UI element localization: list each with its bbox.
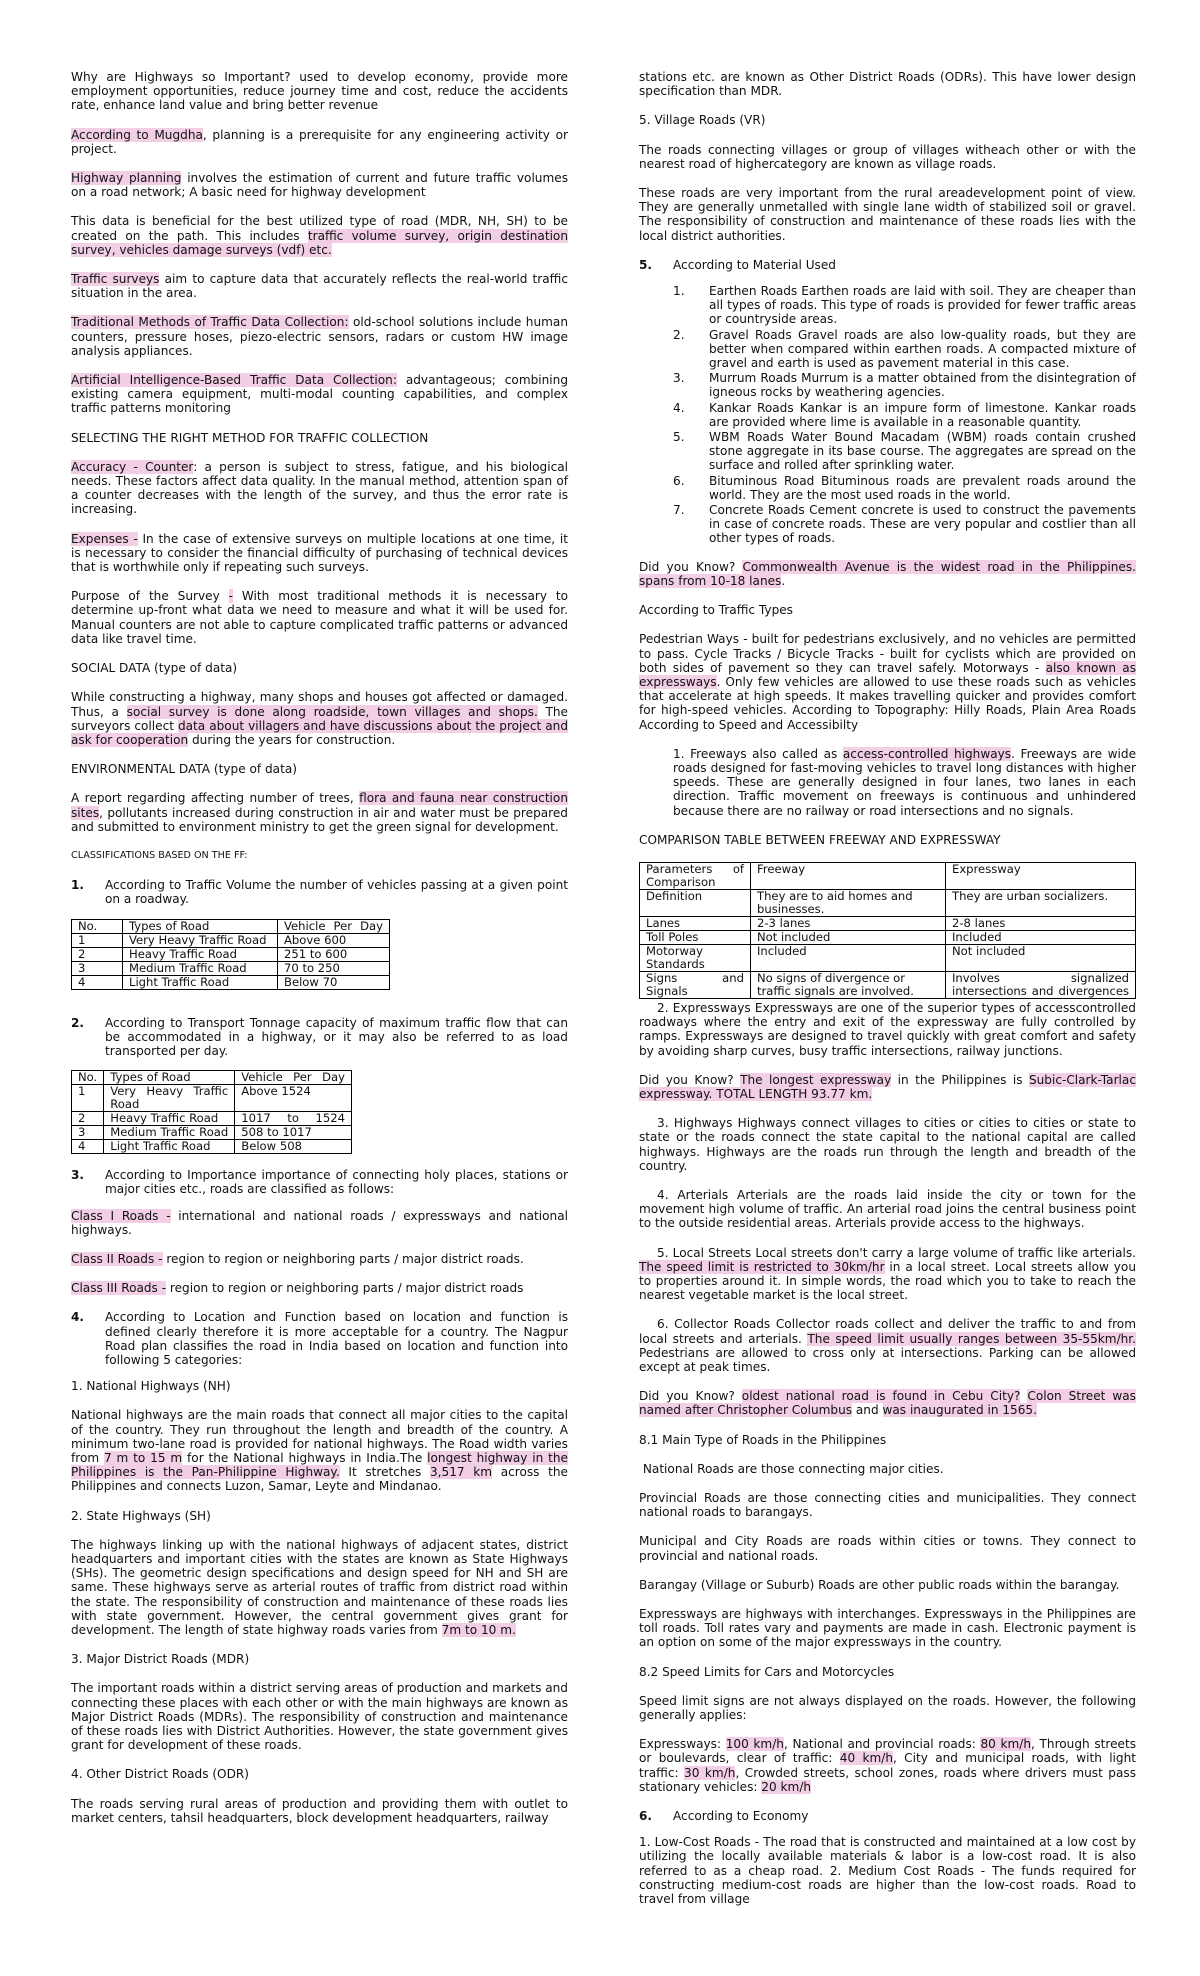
table-row: Lanes 2-3 lanes 2-8 lanes (640, 916, 1136, 930)
paragraph: Provincial Roads are those connecting cities and municipalities. They connect national roads to barangays. (639, 1491, 1136, 1520)
list-item: 1. Earthen Roads Earthen roads are laid with soil. They are cheaper than all types of roads. This type of roads is provided for fewer traffic areas or countryside areas. (673, 284, 1136, 327)
highlight: The speed limit is restricted to 30km/hr (639, 1259, 885, 1274)
highlight: Traditional Methods of Traffic Data Collection: (71, 315, 349, 330)
highlight: social survey is done along roadside, town villages and shops. (126, 704, 538, 719)
highlight: - (228, 589, 233, 604)
highlight: Accuracy - Counter (71, 459, 194, 474)
section-heading: SELECTING THE RIGHT METHOD FOR TRAFFIC COLLECTION (71, 430, 429, 445)
list-item: 6. Bituminous Road Bituminous roads are prevalent roads around the world. They are the most used roads in the world. (673, 473, 1136, 502)
paragraph: 6. Collector Roads Collector roads collect and deliver the traffic to and from local streets and arterials. The speed limit usually ranges between 35-55km/hr. Pedestrians are allowed to cross only at intersections. Parking can be allowed except at peak times. (639, 1317, 1137, 1374)
highlight: 40 km/h (839, 1751, 893, 1766)
section-heading: 4. Other District Roads (ODR) (71, 1767, 250, 1782)
paragraph: Highway planning involves the estimation of current and future traffic volumes on a road network; A basic need for highway development (71, 171, 568, 200)
highlight: 7 m to 15 m (104, 1450, 183, 1465)
paragraph: Speed limit signs are not always displayed on the roads. However, the following generally applies: (639, 1693, 1136, 1723)
section-heading: COMPARISON TABLE BETWEEN FREEWAY AND EXPRESSWAY (639, 832, 1001, 847)
table-row: 2 Heavy Traffic Road 251 to 600 (72, 947, 390, 961)
paragraph: Expenses - In the case of extensive surveys on multiple locations at one time, it is necessary to consider the financial difficulty of purchasing of technical devices that is worthwhile only if repeating such surveys. (71, 531, 568, 575)
did-you-know: Did you Know? oldest national road is found in Cebu City? Colon Street was named after Christopher Columbus and was inaugurated in 1565. (639, 1389, 1136, 1418)
highlight: Colon Street was named after Christopher Columbus (639, 1389, 1136, 1418)
table-header-row: No. Types of Road Vehicle Per Day (72, 1071, 352, 1085)
speed-limits-paragraph: Expressways: 100 km/h, National and provincial roads: 80 km/h, Through streets or boulevards, clear of traffic: 40 km/h, City and municipal roads, with light traffic: 30 km/h, Crowded streets, school zones, roads where drivers must pass stationary vehicles: 20 km/h (639, 1737, 1136, 1794)
traffic-volume-table (71, 919, 390, 990)
paragraph: Artificial Intelligence-Based Traffic Data Collection: advantageous; combining existing camera equipment, multi-modal counting capabilities, and complex traffic patterns monitoring (71, 373, 569, 416)
highlight: traffic volume survey, origin destination survey, vehicles damage surveys (vdf) etc. (71, 228, 568, 257)
highlight: longest highway in the Philippines is the Pan-Philippine Highway. (71, 1450, 568, 1480)
list-item: 5. WBM Roads Water Bound Macadam (WBM) roads contain crushed stone aggregate in its base course. The aggregates are spread on the surface and rolled after sprinkling water. (673, 430, 1136, 473)
left-column (71, 70, 568, 1840)
highlight: 100 km/h (725, 1737, 784, 1752)
table-header-row: Parameters of Comparison Freeway Expressway (640, 862, 1136, 889)
highlight: 20 km/h (761, 1779, 812, 1794)
paragraph: Pedestrian Ways - built for pedestrians exclusively, and no vehicles are permitted to pass. Cycle Tracks / Bicycle Tracks - built for cyclists which are provided on both sides of pavement so they can travel safely. Motorways - also known as expressways. Only few vehicles are allowed to use these roads such as vehicles that accelerate at high speeds. It makes travelling quicker and provides comfort for high-speed vehicles. According to Topography: Hilly Roads, Plain Area Roads According to Speed and Accessibilty (639, 632, 1137, 732)
section-heading: 8.2 Speed Limits for Cars and Motorcycles (639, 1664, 895, 1679)
right-column (639, 70, 1136, 1921)
section-heading: CLASSIFICATIONS BASED ON THE FF: (71, 849, 248, 861)
highlight: Highway planning (71, 171, 182, 186)
section-heading: SOCIAL DATA (type of data) (71, 661, 238, 676)
paragraph: Traditional Methods of Traffic Data Collection: old-school solutions include human counters, pressure hoses, piezo-electric sensors, radars or custom HW image analysis appliances. (71, 315, 568, 358)
table-row: Motorway Standards Included Not included (640, 944, 1136, 971)
list-item: 4. Kankar Roads Kankar is an impure form of limestone. Kankar roads are provided where lime is available in a reasonable quantity. (673, 400, 1136, 429)
paragraph: The important roads within a district serving areas of production and markets and connecting these places with each other or with the main highways are known as Major District Roads (MDRs). The responsibility of construction and maintenance of these roads lies with District Authorities. However, the state government gives grant for development of these roads. (71, 1681, 568, 1753)
list-item: 7. Concrete Roads Cement concrete is used to construct the pavements in case of concrete roads. These are very popular and costlier than all other types of roads. (673, 503, 1136, 546)
section-heading: 2. State Highways (SH) (71, 1508, 211, 1523)
paragraph: According to Mugdha, planning is a prerequisite for any engineering activity or project. (71, 127, 568, 156)
numbered-item: 2. According to Transport Tonnage capacity of maximum traffic flow that can be accommodated in a highway, or it may also be referred to as load transported per day. (71, 1015, 568, 1058)
table-row: Signs and Signals No signs of divergence or traffic signals are involved. Involves signalized intersections and divergences (640, 971, 1136, 998)
paragraph: 4. Arterials Arterials are the roads laid inside the city or town for the movement high volume of traffic. An arterial road joins the central business point to the outside residential areas. Arterials provide access to the highways. (639, 1187, 1136, 1231)
table-row: 1 Very Heavy Traffic Road Above 600 (72, 933, 390, 947)
highlight: Traffic surveys (71, 272, 160, 287)
numbered-item: 1. According to Traffic Volume the number of vehicles passing at a given point on a roadway. (71, 878, 568, 907)
paragraph: 2. Expressways Expressways are one of the superior types of accesscontrolled roadways where the entry and exit of the expressway are fully controlled by ramps. Expressways are designed to travel quickly with great comfort and safety by avoiding sharp curves, busy traffic intersections, railway junctions. (639, 1000, 1136, 1058)
section-heading: 1. National Highways (NH) (71, 1379, 231, 1394)
paragraph: A report regarding affecting number of trees, flora and fauna near construction sites, pollutants increased during construction in air and water must be prepared and submitted to environment ministry to get the green signal for development. (71, 791, 568, 834)
paragraph: Purpose of the Survey - With most traditional methods it is necessary to determine up-front what data we need to measure and what it will be used for. Manual counters are not able to capture complicated traffic patterns or advanced data like travel time. (71, 589, 569, 646)
paragraph: Traffic surveys aim to capture data that accurately reflects the real-world traffic situation in the area. (71, 272, 568, 301)
numbered-item: 3. According to Importance importance of connecting holy places, stations or major cities etc., roads are classified as follows: (71, 1168, 568, 1197)
paragraph: Municipal and City Roads are roads within cities or towns. They connect to provincial and national roads. (639, 1534, 1136, 1563)
highlight: Commonwealth Avenue is the widest road in the Philippines. spans from 10-18 lanes (639, 559, 1136, 588)
highlight: Class I Roads - (71, 1208, 171, 1223)
materials-list (669, 284, 1136, 546)
highlight: flora and fauna near construction sites (71, 791, 568, 820)
highlight: According to Mugdha (71, 127, 203, 142)
paragraph: This data is beneficial for the best utilized type of road (MDR, NH, SH) to be created on the path. This includes traffic volume survey, origin destination survey, vehicles damage surveys (vdf) etc. (71, 214, 568, 257)
section-heading: 8.1 Main Type of Roads in the Philippines (639, 1432, 887, 1447)
paragraph: These roads are very important from the rural areadevelopment point of view. They are generally unmetalled with single lane width of stabilized soil or gravel. The responsibility of construction and maintenance of these roads lies with the local district authorities. (639, 186, 1136, 243)
highlight: oldest national road is found in Cebu City? (741, 1389, 1021, 1404)
paragraph: Class I Roads - international and national roads / expressways and national highways. (71, 1208, 568, 1237)
did-you-know: Did you Know? The longest expressway in the Philippines is Subic-Clark-Tarlac expressway. TOTAL LENGTH 93.77 km. (639, 1072, 1136, 1101)
highlight: Expenses - (71, 531, 138, 546)
table-row: 3 Medium Traffic Road 70 to 250 (72, 961, 390, 975)
section-heading: ENVIRONMENTAL DATA (type of data) (71, 762, 297, 777)
table-row: 1 Very Heavy Traffic Road Above 1524 (72, 1085, 352, 1112)
table-row: Toll Poles Not included Included (640, 930, 1136, 944)
highlight: 3,517 km (429, 1465, 493, 1480)
table-row: 4 Light Traffic Road Below 508 (72, 1140, 352, 1154)
paragraph: Class III Roads - region to region or neighboring parts / major district roads (71, 1281, 524, 1296)
paragraph: National Roads are those connecting major cities. (639, 1461, 944, 1476)
paragraph: stations etc. are known as Other District Roads (ODRs). This have lower design specification than MDR. (639, 70, 1136, 99)
table-header-row: No. Types of Road Vehicle Per Day (72, 919, 390, 933)
paragraph: The roads serving rural areas of production and providing them with outlet to market centers, tahsil headquarters, block development headquarters, railway (71, 1796, 568, 1825)
paragraph: The highways linking up with the national highways of adjacent states, district headquarters and important cities with the states are known as State Highways (SHs). The geometric design specifications and design speed for NH and SH are same. These highways serve as arterial routes of traffic from district road within the state. The responsibility of construction and maintenance of these roads lies with state government. However, the central government gives grant for development. The length of state highway roads varies from 7m to 10 m. (71, 1537, 568, 1638)
table-row: 3 Medium Traffic Road 508 to 1017 (72, 1126, 352, 1140)
highlight: Artificial Intelligence-Based Traffic Data Collection: (71, 373, 397, 388)
numbered-item: 4. According to Location and Function based on location and function is defined clearly therefore it is more acceptable for a country. The Nagpur Road plan classifies the road in India based on location and function into following 5 categories: (71, 1310, 568, 1367)
table-row: 2 Heavy Traffic Road 1017 to 1524 (72, 1112, 352, 1126)
highlight: 7m to 10 m. (441, 1623, 516, 1638)
table-row: 4 Light Traffic Road Below 70 (72, 975, 390, 989)
paragraph: Barangay (Village or Suburb) Roads are other public roads within the barangay. (639, 1577, 1120, 1592)
paragraph: Why are Highways so Important? used to develop economy, provide more employment opportunities, reduce journey time and cost, reduce the accidents rate, enhance land value and bring better revenue (71, 70, 568, 113)
transport-tonnage-table (71, 1070, 352, 1154)
list-item: 2. Gravel Roads Gravel roads are also low-quality roads, but they are better when compared within earthen roads. A compacted mixture of gravel and earth is used as pavement material in this case. (673, 327, 1136, 371)
paragraph: Expressways are highways with interchanges. Expressways in the Philippines are toll roads. Toll rates vary and payments are made in cash. Electronic payment is an option on some of the major expressways in the country. (639, 1607, 1136, 1650)
paragraph: Class II Roads - region to region or neighboring parts / major district roads. (71, 1251, 524, 1266)
numbered-item: 5. According to Material Used (639, 257, 836, 272)
paragraph: 5. Local Streets Local streets don't carry a large volume of traffic like arterials. The speed limit is restricted to 30km/hr in a local street. Local streets allow you to properties around it. In simple words, the road which you to take to reach the nearest vegetable market is the local street. (639, 1245, 1136, 1303)
section-heading: According to Traffic Types (639, 603, 793, 618)
highlight: also known as expressways (639, 660, 1137, 689)
table-row: Definition They are to aid homes and businesses. They are urban socializers. (640, 889, 1136, 916)
paragraph: Accuracy - Counter: a person is subject to stress, fatigue, and his biological needs. These factors affect data quality. In the manual method, attention span of a counter decreases with the length of the survey, and thus the error rate is increasing. (71, 459, 568, 517)
did-you-know: Did you Know? Commonwealth Avenue is the widest road in the Philippines. spans from 10-18 lanes. (639, 559, 1136, 588)
highlight: was inaugurated in 1565. (882, 1403, 1037, 1418)
paragraph: National highways are the main roads that connect all major cities to the capital of the country. They run throughout the length and breadth of the country. A minimum two-lane road is provided for national highways. The Road width varies from 7 m to 15 m for the National highways in India.The longest highway in the Philippines is the Pan-Philippine Highway. It stretches 3,517 km across the Philippines and connects Luzon, Samar, Leyte and Mindanao. (71, 1408, 568, 1494)
highlight: data about villagers and have discussions about the project and ask for cooperation (71, 718, 568, 747)
paragraph: While constructing a highway, many shops and houses got affected or damaged. Thus, a social survey is done along roadside, town villages and shops. The surveyors collect data about villagers and have discussions about the project and ask for cooperation during the years for construction. (71, 690, 568, 747)
highlight: Class II Roads - (71, 1251, 163, 1266)
paragraph: 3. Highways Highways connect villages to cities or cities to cities or state to state or the roads connect the state capital to the national capital are called highways. Highways are the roads run through the length and breadth of the country. (639, 1116, 1136, 1173)
highlight: access-controlled highways (842, 746, 1012, 761)
comparison-table (639, 862, 1136, 999)
section-heading: 3. Major District Roads (MDR) (71, 1652, 250, 1667)
highlight: 30 km/h (684, 1765, 736, 1780)
list-item: 3. Murrum Roads Murrum is a matter obtained from the disintegration of igneous rocks by weathering agencies. (673, 371, 1136, 400)
section-heading: 5. Village Roads (VR) (639, 113, 766, 128)
highlight: Class III Roads - (71, 1281, 167, 1296)
numbered-item: 6. According to Economy (639, 1809, 809, 1824)
highlight: The speed limit usually ranges between 35-55km/hr. (807, 1331, 1137, 1346)
paragraph: The roads connecting villages or group of villages witheach other or with the nearest road of highercategory are known as village roads. (639, 142, 1136, 171)
paragraph: 1. Freeways also called as access-controlled highways. Freeways are wide roads designed for fast-moving vehicles to travel long distances with higher speeds. These are generally designed in four lanes, two lanes in each direction. Traffic movement on freeways is continuous and unhindered because there are no railway or road intersections and no signals. (673, 746, 1137, 818)
highlight: Subic-Clark-Tarlac expressway. TOTAL LENGTH 93.77 km. (639, 1072, 1136, 1101)
paragraph: 1. Low-Cost Roads - The road that is constructed and maintained at a low cost by utilizing the locally available materials & labor is a low-cost road. It is also referred to as a cheap road. 2. Medium Cost Roads - The funds required for constructing medium-cost roads are higher than the low-cost roads. Road to travel from village (639, 1835, 1136, 1907)
highlight: The longest expressway (740, 1072, 892, 1087)
highlight: 80 km/h (980, 1737, 1032, 1752)
